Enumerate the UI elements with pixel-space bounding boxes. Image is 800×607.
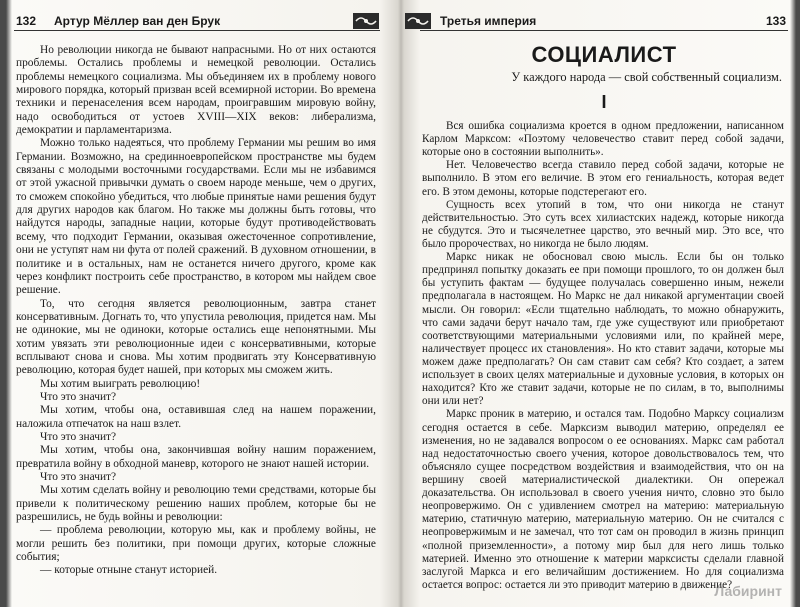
page-number-left: 132 xyxy=(16,14,37,28)
paragraph: Маркс никак не обосновал свою мысль. Если бы он только предпринял попытку доказать ее при помощи прошлого, то он должен был бы уступить фактам — будущее получалась совершенно иным, нежели предполагала в настоящем. Но Маркс не дал никакой аргументации своей мысли. Он говорил: «Если тщательно наблюдать, то можно обнаружить, что сами задачи берут начало там, где уже существуют или приобретают соответствующими материальными условиями или, по крайней мере, наличествует процесс их становления». Но кто ставит задачи, которые мы можем даже предполагать? Он сам ставит сам себя? Кто создает, а затем использует в своих целях материальные и духовные условия, в которых он находится? Кто же ставит задачи, которые не по силам, в то, выполнимы они или нет? xyxy=(422,251,784,408)
paragraph: Что это значит? xyxy=(40,430,117,443)
paragraph: То, что сегодня является революционным, завтра станет консервативным. Догнать то, что упустила революция, придется нам. Мы не одинокие, мы не одиноки, которые остались еще непонятными. Мы хотим увязать эти революционные идеи с консервативными, которые всплывают снова и снова. Мы хотим продвигать эту Консервативную революцию, которая будет нашей, при которых мы сможем жить. xyxy=(16,297,376,377)
chapter-title: СОЦИАЛИСТ xyxy=(531,42,677,67)
running-head-right xyxy=(420,14,788,31)
paragraph: Мы хотим выиграть революцию! xyxy=(40,377,201,390)
ornament-icon xyxy=(404,12,432,30)
paragraph: Сущность всех утопий в том, что они никогда не станут действительностью. Это суть всех хилиастских надежд, которые никогда не сбудутся. Это и тысячелетнее царство, это вечный мир. Это все, что было пророчествах, но никогда не было людям. xyxy=(422,198,784,250)
section-number: I xyxy=(601,92,607,112)
paragraph: Но революции никогда не бывают напрасными. Но от них остаются проблемы. Остались проблемы и немецкой революции. Остались проблемы немецкого социализма. Мы объединяем их в проблему нового мирового порядка, который призван всей всемирной истории. Во времена техники и перенаселения всем народам, проигравшим мировую войну, надо освободиться от устоев XVIII—XIX веков: либерализма, демократии и парламентаризма. xyxy=(16,44,376,137)
paragraph: — которые отныне станут историей. xyxy=(40,564,218,577)
running-title-right: Третья империя xyxy=(440,14,537,28)
right-body-text xyxy=(422,120,784,592)
right-page xyxy=(420,0,788,607)
paragraph: Что это значит? xyxy=(40,390,117,403)
ornament-icon xyxy=(352,12,380,30)
paragraph: Мы хотим, чтобы она, оставившая след на нашем поражении, наложила отпечаток на наш взлет. xyxy=(16,404,376,430)
left-page xyxy=(14,0,380,607)
running-title-left: Артур Мёллер ван ден Брук xyxy=(54,14,221,28)
page-number-right: 133 xyxy=(765,14,786,28)
epigraph: У каждого народа — свой собственный социализм. xyxy=(511,70,782,84)
paragraph: Маркс проник в материю, и остался там. Подобно Марксу социализм сегодня остается в себе. Марксизм выводил материю, определял ее изменения, но не задавался вопросом о ее основаниях. Маркс сам работал над недостаточностью своего учения, которое довольствовалось тем, что объясняло сущее посредством воздействия и взаимодействия, что он на вершину своей материалистической диалектики. Он опережал доказательства. Он использовал в своего учения ничто, словно это было неопровержимо. Он с удивлением смотрел на материю: материальную материю, статичную материю, материальную материю. Он не считался с неопровержимым и не замечал, что тот сам он проводил в жизнь принцип «полной приземленности», а потому мир был для него лишь только материей. Именно это отношение к материи марксисты сделали главной заслугой Маркса и его величайшим достижением. Но для социализма остается вопрос: остается ли это приводит материю в движение? xyxy=(422,408,784,591)
paragraph: — проблема революции, которую мы, как и проблему войны, не могли решить без политики, при помощи других, которые сложные события; xyxy=(16,524,376,564)
paragraph: Мы хотим, чтобы она, закончившая войну нашим поражением, превратила войну в обходной маневр, которого не знают нашей истории. xyxy=(16,444,376,470)
running-head-left xyxy=(14,14,380,31)
left-body-text xyxy=(16,44,376,578)
paragraph: Нет. Человечество всегда ставило перед собой задачи, которые не выполнило. В этом его величие. В этом его гениальность, которая ведет его. В этом демоны, которые подстерегают его. xyxy=(422,159,784,198)
watermark: Лабиринт xyxy=(714,583,782,599)
paragraph: Мы хотим сделать войну и революцию теми средствами, которые бы привели к политическому решению наших проблем, которые бы не разрешились, не будь войны и революции: xyxy=(16,484,376,524)
paragraph: Вся ошибка социализма кроется в одном предложении, написанном Карлом Марксом: «Поэтому человечество ставит перед собой задачи, которые оно в состоянии выполнить». xyxy=(422,120,784,159)
paragraph: Можно только надеяться, что проблему Германии мы решим во имя Германии. Возможно, на срединноевропейском пространстве мы будем связаны с молодыми восточными государствами. Если мы не избавимся от этой ужасной привычки думать о своем народе меньше, чем о других, то сможем спокойно убедиться, что любые принятые нами решения будут для других народов как благом. Но также мы должны быть готовы, что найдутся народы, западные нации, которые будут противодействовать всему, что подходит Германии, оказывая ожесточенное сопротивление, они не уступят нам ни фута от полей сражений. В духовном отношении, в политике и в остальных, нам не останется ничего другого, кроме как через конфликт построить себе пространство, в котором мы найдем свое решение. xyxy=(16,137,376,297)
paragraph: Что это значит? xyxy=(40,471,117,483)
